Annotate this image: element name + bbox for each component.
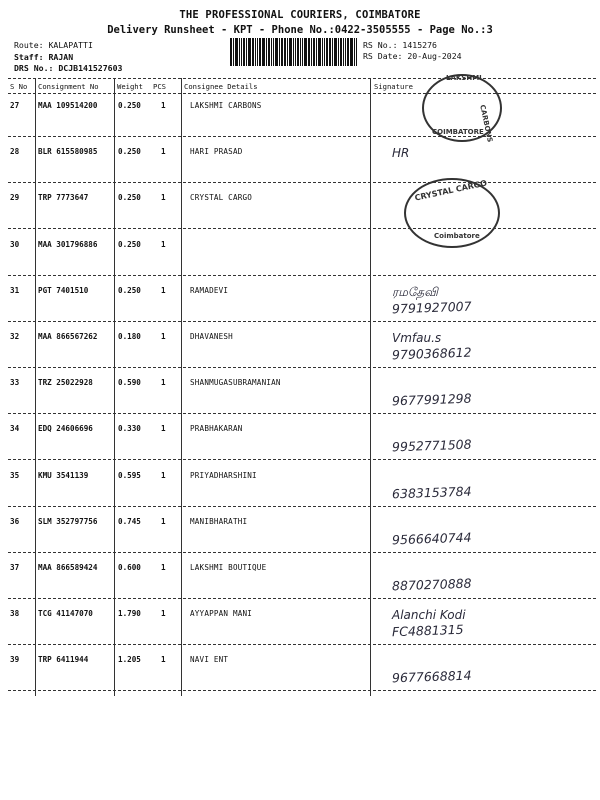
table-top-line bbox=[8, 78, 596, 79]
col-divider bbox=[35, 78, 36, 696]
row-weight: 0.330 bbox=[118, 424, 141, 434]
row-pcs: 1 bbox=[161, 470, 166, 480]
row-signature: ரமதேவி bbox=[392, 284, 438, 299]
route-label: Route: KALAPATTI bbox=[14, 40, 93, 50]
barcode-bar bbox=[252, 38, 254, 66]
barcode-bar bbox=[289, 38, 292, 66]
row-consignment-no: PGT 7401510 bbox=[38, 285, 89, 295]
barcode-bar bbox=[302, 38, 303, 66]
barcode-bar bbox=[334, 38, 337, 66]
row-weight: 0.250 bbox=[118, 239, 141, 249]
barcode-bar bbox=[257, 38, 258, 66]
barcode-bar bbox=[241, 38, 242, 66]
row-consignment-no: BLR 615580985 bbox=[38, 147, 98, 157]
barcode-bar bbox=[230, 38, 232, 66]
row-separator bbox=[8, 228, 596, 229]
barcode-bar bbox=[233, 38, 234, 66]
row-pcs: 1 bbox=[161, 285, 166, 295]
col-divider bbox=[181, 78, 182, 696]
row-consignee: PRABHAKARAN bbox=[190, 424, 243, 434]
row-consignment-no: MAA 866589424 bbox=[38, 563, 98, 572]
row-consignment-no: EDQ 24606696 bbox=[38, 424, 93, 434]
col-header-weight: Weight bbox=[117, 82, 143, 91]
barcode-bar bbox=[313, 38, 315, 66]
stamp-top-text: CRYSTAL CARGO bbox=[413, 178, 488, 203]
row-separator bbox=[8, 552, 596, 553]
barcode-bar bbox=[246, 38, 247, 66]
row-weight: 0.590 bbox=[118, 378, 141, 388]
barcode-bar bbox=[279, 38, 280, 66]
row-sno: 32 bbox=[10, 332, 20, 341]
row-pcs: 1 bbox=[161, 424, 166, 434]
row-sno: 28 bbox=[10, 147, 20, 157]
row-consignment-no: SLM 352797756 bbox=[38, 516, 98, 526]
col-header-pcs: PCS bbox=[153, 82, 166, 91]
row-pcs: 1 bbox=[161, 563, 166, 572]
barcode-bar bbox=[255, 38, 256, 66]
row-weight: 1.790 bbox=[118, 609, 141, 619]
barcode-bar bbox=[329, 38, 331, 66]
row-pcs: 1 bbox=[161, 332, 166, 341]
barcode-bar bbox=[347, 38, 349, 66]
barcode-bar bbox=[259, 38, 261, 66]
row-consignment-no: TRP 7773647 bbox=[38, 193, 89, 203]
row-consignee: NAVI ENT bbox=[190, 655, 229, 665]
barcode-bar bbox=[243, 38, 245, 66]
barcode-bar bbox=[266, 38, 267, 66]
row-separator bbox=[8, 367, 596, 368]
rs-number: RS No.: 1415276 bbox=[363, 40, 437, 50]
col-header-consignment: Consignment No bbox=[38, 82, 99, 91]
col-header-signature: Signature bbox=[374, 82, 413, 91]
barcode-bar bbox=[297, 38, 299, 66]
row-consignee: RAMADEVI bbox=[190, 285, 229, 295]
row-sno: 37 bbox=[10, 563, 20, 572]
col-header-consignee: Consignee Details bbox=[184, 82, 258, 91]
row-phone: 9790368612 bbox=[391, 344, 472, 363]
row-consignment-no: MAA 109514200 bbox=[38, 101, 98, 110]
row-consignment-no: TRP 6411944 bbox=[38, 655, 89, 665]
barcode-bar bbox=[262, 38, 265, 66]
row-separator bbox=[8, 598, 596, 599]
row-consignee: LAKSHMI BOUTIQUE bbox=[190, 563, 267, 572]
row-phone: 9677991298 bbox=[391, 390, 472, 409]
stamp-bottom-text: Coimbatore bbox=[434, 232, 480, 240]
row-separator bbox=[8, 644, 596, 645]
rs-date: RS Date: 20-Aug-2024 bbox=[363, 51, 462, 61]
row-sno: 30 bbox=[10, 239, 20, 249]
row-sno: 36 bbox=[10, 516, 20, 526]
row-consignment-no: TCG 41147070 bbox=[38, 609, 93, 619]
row-consignment-no: MAA 301796886 bbox=[38, 239, 98, 249]
barcode-bar bbox=[326, 38, 328, 66]
row-separator bbox=[8, 690, 596, 691]
row-weight: 0.250 bbox=[118, 101, 141, 110]
company-title: THE PROFESSIONAL COURIERS, COIMBATORE bbox=[179, 9, 421, 21]
staff-label: Staff: RAJAN bbox=[14, 52, 74, 62]
row-separator bbox=[8, 321, 596, 322]
row-weight: 0.250 bbox=[118, 285, 141, 295]
stamp-top-text: LAKSHMI bbox=[446, 74, 482, 82]
row-sno: 34 bbox=[10, 424, 20, 434]
row-consignee: CRYSTAL CARGO bbox=[190, 193, 253, 203]
row-separator bbox=[8, 506, 596, 507]
row-pcs: 1 bbox=[161, 101, 166, 110]
row-sno: 29 bbox=[10, 193, 20, 203]
barcode-bar bbox=[293, 38, 294, 66]
barcode-bar bbox=[343, 38, 344, 66]
row-phone: 9952771508 bbox=[391, 437, 472, 455]
row-sno: 31 bbox=[10, 285, 20, 295]
row-weight: 0.250 bbox=[118, 193, 141, 203]
row-separator bbox=[8, 275, 596, 276]
barcode-bar bbox=[284, 38, 286, 66]
row-pcs: 1 bbox=[161, 147, 166, 157]
barcode-bar bbox=[304, 38, 307, 66]
barcode-bar bbox=[300, 38, 301, 66]
row-pcs: 1 bbox=[161, 609, 166, 619]
row-sno: 38 bbox=[10, 609, 20, 619]
row-signature: Vmfau.s bbox=[392, 331, 442, 345]
row-consignee: LAKSHMI CARBONS bbox=[190, 101, 262, 110]
col-divider bbox=[370, 78, 371, 696]
barcode-bar bbox=[235, 38, 238, 66]
barcode-bar bbox=[311, 38, 312, 66]
barcode-bar bbox=[308, 38, 310, 66]
row-pcs: 1 bbox=[161, 193, 166, 203]
barcode-bar bbox=[275, 38, 278, 66]
row-weight: 0.250 bbox=[118, 147, 141, 157]
row-signature: Alanchi Kodi bbox=[392, 608, 466, 623]
row-consignee: HARI PRASAD bbox=[190, 147, 243, 157]
barcode-bar bbox=[239, 38, 240, 66]
barcode-bar bbox=[356, 38, 357, 66]
row-consignee: SHANMUGASUBRAMANIAN bbox=[190, 378, 281, 388]
barcode-bar bbox=[354, 38, 355, 66]
row-consignee: AYYAPPAN MANI bbox=[190, 609, 253, 619]
barcode-bar bbox=[273, 38, 274, 66]
row-weight: 1.205 bbox=[118, 655, 141, 665]
drs-label: DRS No.: DCJB141527603 bbox=[14, 63, 123, 73]
barcode-bar bbox=[322, 38, 323, 66]
row-consignment-no: TRZ 25022928 bbox=[38, 378, 93, 388]
row-sno: 39 bbox=[10, 655, 20, 665]
row-separator bbox=[8, 136, 596, 137]
row-consignee: DHAVANESH bbox=[190, 332, 233, 341]
row-phone: 8870270888 bbox=[391, 575, 472, 594]
barcode-bar bbox=[324, 38, 325, 66]
table-header-line bbox=[8, 93, 596, 94]
barcode-bar bbox=[332, 38, 333, 66]
row-consignment-no: KMU 3541139 bbox=[38, 470, 89, 480]
row-separator bbox=[8, 182, 596, 183]
barcode-bar bbox=[295, 38, 296, 66]
row-sno: 27 bbox=[10, 101, 20, 110]
row-pcs: 1 bbox=[161, 239, 166, 249]
row-weight: 0.180 bbox=[118, 332, 141, 341]
row-pcs: 1 bbox=[161, 378, 166, 388]
row-pcs: 1 bbox=[161, 655, 166, 665]
row-weight: 0.745 bbox=[118, 516, 141, 526]
barcode-bar bbox=[345, 38, 346, 66]
barcode-bar bbox=[350, 38, 353, 66]
row-phone: 9566640744 bbox=[391, 529, 472, 548]
row-phone: 9791927007 bbox=[391, 298, 472, 317]
col-divider bbox=[114, 78, 115, 696]
barcode bbox=[230, 38, 358, 66]
barcode-bar bbox=[338, 38, 339, 66]
col-header-sno: S No bbox=[10, 82, 28, 91]
stamp-bottom-text: COIMBATORE bbox=[432, 128, 484, 136]
stamp-side-text: CARBONS bbox=[478, 104, 494, 143]
row-consignee: PRIYADHARSHINI bbox=[190, 470, 257, 480]
barcode-bar bbox=[318, 38, 321, 66]
barcode-bar bbox=[268, 38, 270, 66]
row-separator bbox=[8, 413, 596, 414]
barcode-bar bbox=[316, 38, 317, 66]
row-weight: 0.600 bbox=[118, 563, 141, 572]
runsheet-title: Delivery Runsheet - KPT - Phone No.:0422-3505555 - Page No.:3 bbox=[107, 24, 493, 36]
row-consignee: MANIBHARATHI bbox=[190, 516, 248, 526]
barcode-bar bbox=[340, 38, 342, 66]
row-signature: HR bbox=[392, 146, 410, 161]
row-phone: FC4881315 bbox=[391, 621, 464, 640]
barcode-bar bbox=[248, 38, 251, 66]
row-phone: 6383153784 bbox=[391, 483, 472, 501]
row-phone: 9677668814 bbox=[391, 668, 472, 686]
row-separator bbox=[8, 459, 596, 460]
barcode-bar bbox=[287, 38, 288, 66]
row-consignment-no: MAA 866567262 bbox=[38, 332, 98, 341]
row-sno: 33 bbox=[10, 378, 20, 388]
row-sno: 35 bbox=[10, 470, 20, 480]
barcode-bar bbox=[271, 38, 272, 66]
row-pcs: 1 bbox=[161, 516, 166, 526]
row-weight: 0.595 bbox=[118, 470, 141, 480]
barcode-bar bbox=[281, 38, 283, 66]
